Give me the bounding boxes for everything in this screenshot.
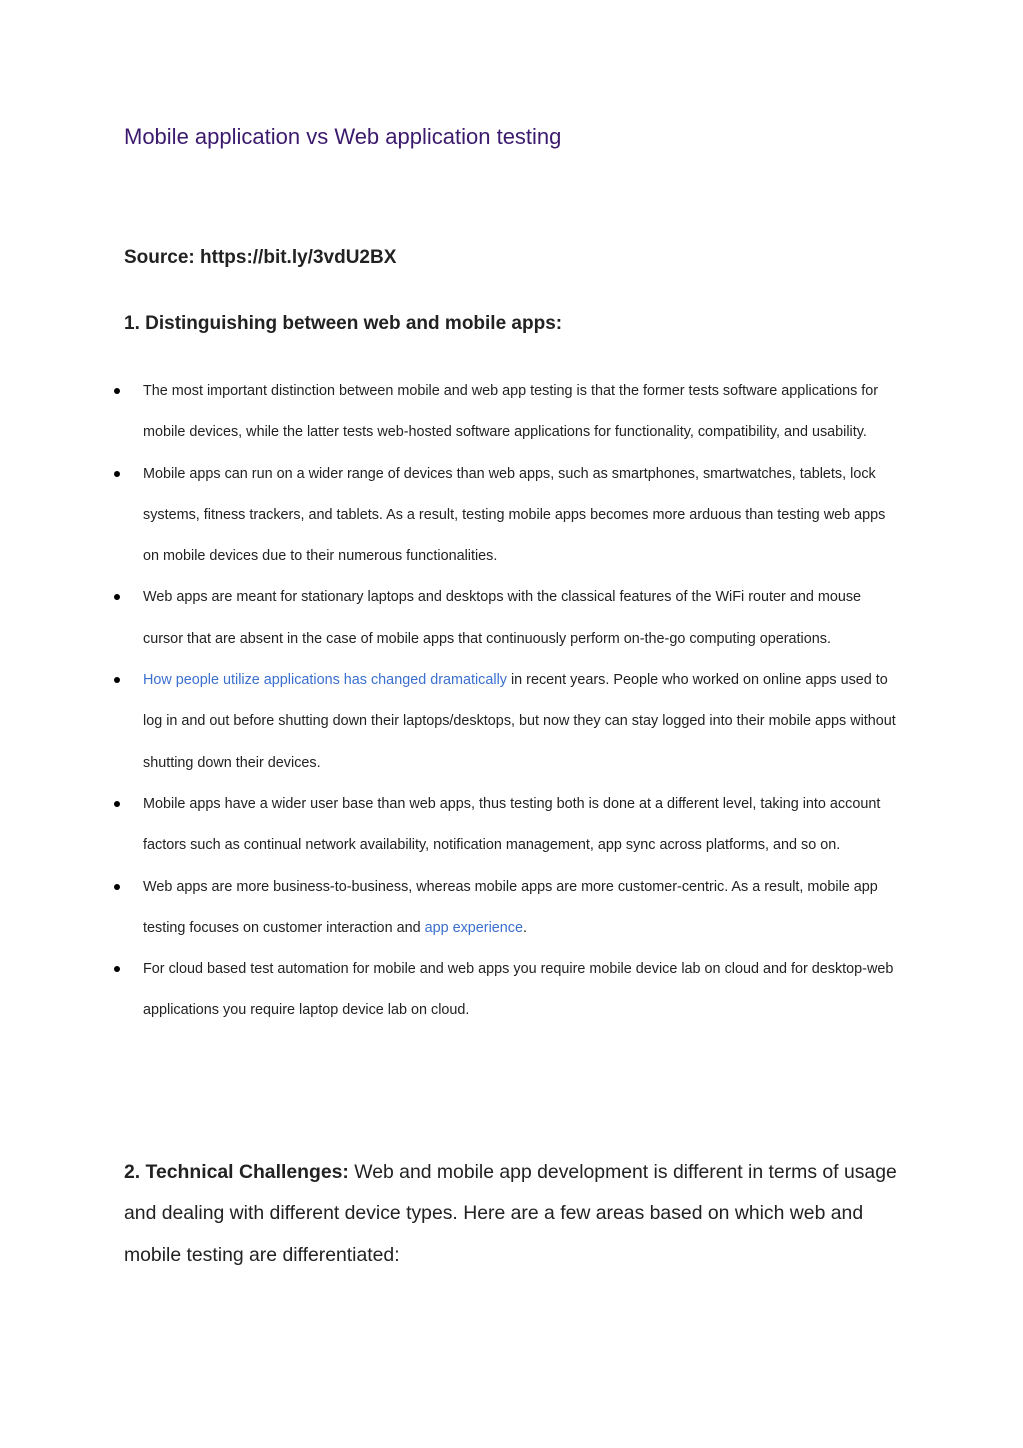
list-item-suffix: . xyxy=(523,919,527,936)
bullet-dot-icon xyxy=(114,966,120,972)
list-item xyxy=(0,577,903,660)
technical-challenges-text: Web and mobile app development is different in terms of usage and dealing with different device types. Here are a few areas based on which web and mobile testing are differentiated: xyxy=(124,1161,897,1266)
bullet-dot-icon xyxy=(114,471,120,477)
list-item xyxy=(0,867,903,950)
list-item xyxy=(0,660,903,784)
list-item xyxy=(0,784,903,867)
technical-challenges-paragraph xyxy=(124,1152,904,1276)
bullet-dot-icon xyxy=(114,677,120,683)
bullet-list xyxy=(0,371,1023,1032)
section-heading-distinguishing: 1. Distinguishing between web and mobile apps: xyxy=(124,313,563,334)
list-item xyxy=(0,454,903,578)
list-item-text: For cloud based test automation for mobile and web apps you require mobile device lab on cloud and for desktop-web applications you require laptop device lab on cloud. xyxy=(143,961,894,1019)
app-experience-link[interactable]: app experience xyxy=(424,919,523,936)
bullet-dot-icon xyxy=(114,801,120,807)
list-item-text: Web apps are meant for stationary laptops and desktops with the classical features of the WiFi router and mouse cursor that are absent in the case of mobile apps that continuously perform on-the-go computing operations. xyxy=(143,589,862,647)
page-title: Mobile application vs Web application testing xyxy=(124,124,562,149)
list-item-text: The most important distinction between mobile and web app testing is that the former tests software applications for mobile devices, while the latter tests web-hosted software applications for functionality, compatibility, and usability. xyxy=(143,383,879,441)
bullet-dot-icon xyxy=(114,594,120,600)
list-item-text: Mobile apps can run on a wider range of devices than web apps, such as smartphones, smartwatches, tablets, lock systems, fitness trackers, and tablets. As a result, testing mobile apps becomes more arduous than testing web apps on mobile devices due to their numerous functionalities. xyxy=(143,465,886,565)
bullet-dot-icon xyxy=(114,884,120,890)
list-item xyxy=(0,949,903,1032)
section-heading-technical-challenges: 2. Technical Challenges: xyxy=(124,1161,349,1183)
usage-change-link[interactable]: How people utilize applications has changed dramatically xyxy=(143,672,507,689)
bullet-dot-icon xyxy=(114,388,120,394)
list-item-text: Web apps are more business-to-business, whereas mobile apps are more customer-centric. As a result, mobile app testing focuses on customer interaction and xyxy=(143,878,878,936)
list-item xyxy=(0,371,903,454)
source-line: Source: https://bit.ly/3vdU2BX xyxy=(124,247,397,268)
list-item-text: Mobile apps have a wider user base than web apps, thus testing both is done at a different level, taking into account factors such as continual network availability, notification management, app sync across platforms, and so on. xyxy=(143,795,881,854)
list-item-text: in recent years. People who worked on online apps used to log in and out before shutting down their laptops/desktops, but now they can stay logged into their mobile apps without shutting down their devices. xyxy=(143,672,896,771)
